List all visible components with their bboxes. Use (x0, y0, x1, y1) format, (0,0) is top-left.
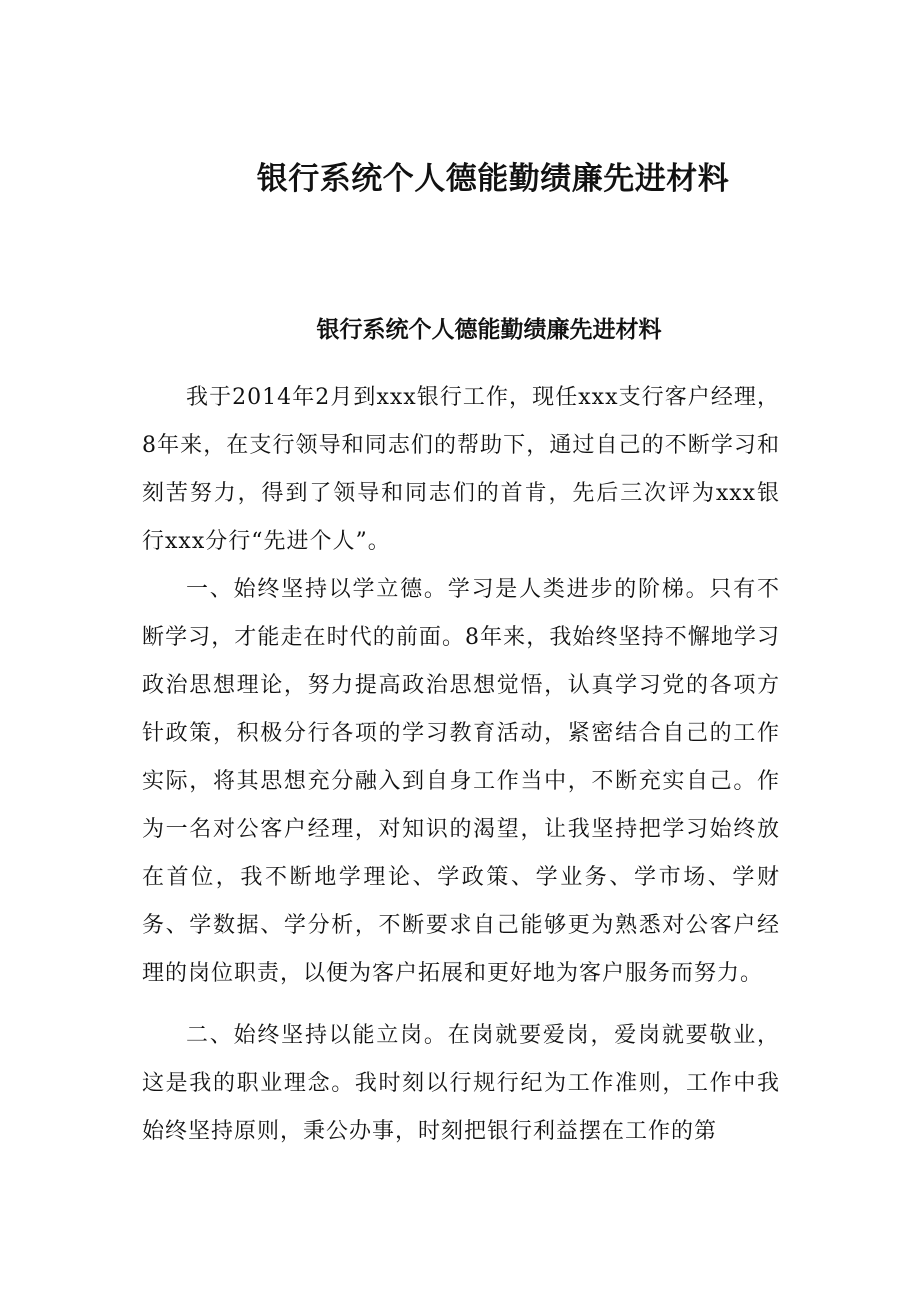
document-title: 银行系统个人德能勤绩廉先进材料 (256, 161, 730, 197)
paragraph-intro: 我于2014年2月到xxx银行工作，现任xxx支行客户经理，8年来，在支行领导和同志们的帮助下，通过自己的不断学习和刻苦努力，得到了领导和同志们的首肯，先后三次评为xxx银行xxx分行“先进个人”。 (142, 385, 780, 554)
document-body (142, 374, 780, 1156)
paragraph-ability: 二、始终坚持以能立岗。在岗就要爱岗，爱岗就要敬业，这是我的职业理念。我时刻以行规行纪为工作准则，工作中我始终坚持原则，秉公办事，时刻把银行利益摆在工作的第 (142, 1023, 780, 1144)
document-subtitle: 银行系统个人德能勤绩廉先进材料 (316, 317, 662, 343)
paragraph-virtue: 一、始终坚持以学立德。学习是人类进步的阶梯。只有不断学习，才能走在时代的前面。8年来，我始终坚持不懈地学习政治思想理论，努力提高政治思想觉悟，认真学习党的各项方针政策，积极分行各项的学习教育活动，紧密结合自己的工作实际，将其思想充分融入到自身工作当中，不断充实自己。作为一名对公客户经理，对知识的渴望，让我坚持把学习始终放在首位，我不断地学理论、学政策、学业务、学市场、学财务、学数据、学分析，不断要求自己能够更为熟悉对公客户经理的岗位职责，以便为客户拓展和更好地为客户服务而努力。 (142, 577, 780, 986)
